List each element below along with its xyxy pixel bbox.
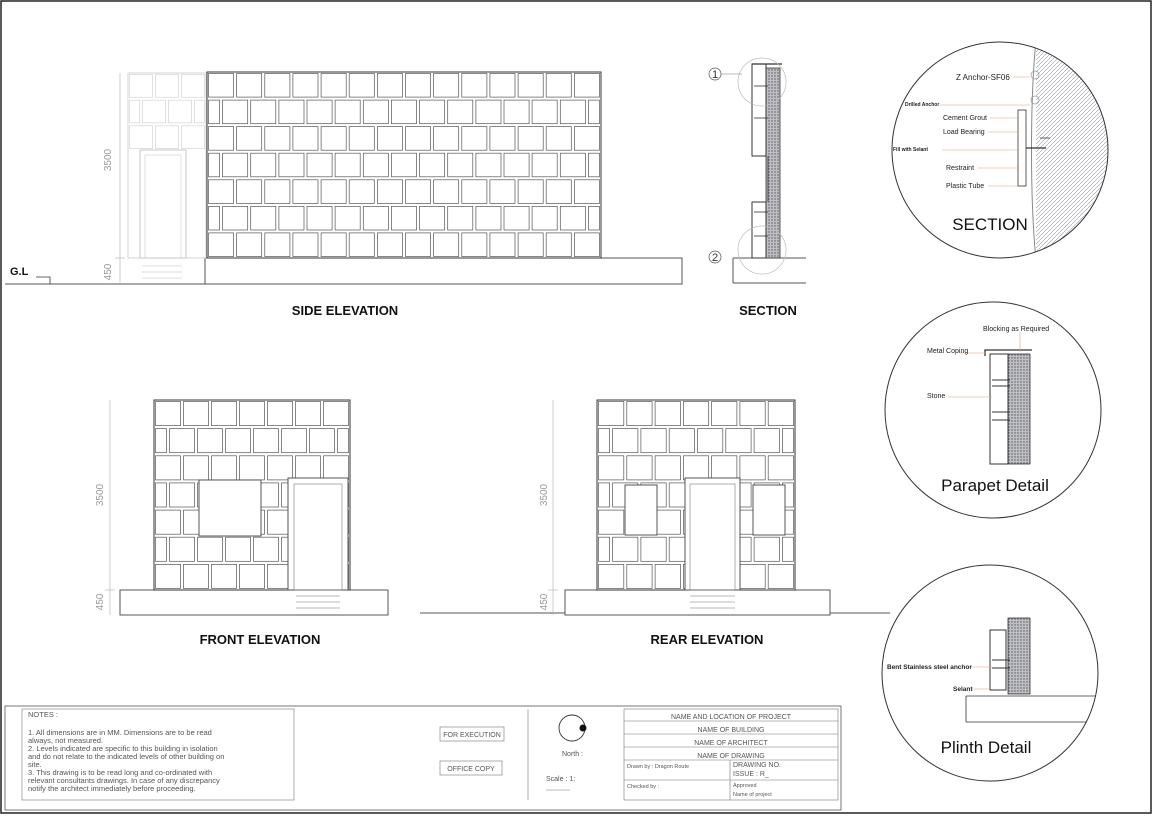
stone-tile: [254, 429, 279, 453]
stone-tile: [265, 233, 290, 257]
stone-tile: [599, 564, 624, 588]
rear-door: [685, 478, 740, 590]
stone-tile: [462, 74, 487, 98]
checked-by: Checked by :: [627, 784, 660, 790]
stone-tile: [209, 153, 220, 177]
stone-tile: [198, 429, 223, 453]
stone-tile: [130, 75, 153, 98]
stone-tile: [363, 153, 388, 177]
stone-tile: [279, 100, 304, 124]
stone-tile: [237, 74, 262, 98]
stone-tile: [462, 127, 487, 151]
stone-tile: [768, 402, 793, 426]
stone-tile: [143, 100, 166, 123]
notes-heading: NOTES :: [28, 710, 59, 719]
stone-tile: [504, 153, 529, 177]
stone-tile: [448, 206, 473, 230]
stone-tile: [307, 100, 332, 124]
stone-tile: [420, 100, 445, 124]
label-fill-selant: Fill with Selant: [893, 147, 929, 153]
stone-tile: [237, 180, 262, 204]
stone-tile: [279, 153, 304, 177]
stone-tile: [462, 233, 487, 257]
stone-tile: [574, 74, 599, 98]
stone-tile: [184, 402, 209, 426]
title-block: [5, 706, 841, 810]
stone-tile: [740, 402, 765, 426]
stone-tile: [293, 127, 318, 151]
plinth-detail: [882, 565, 1100, 781]
stone-tile: [490, 180, 515, 204]
stone-tile: [613, 429, 638, 453]
stone-tile: [335, 206, 360, 230]
stone-tile: [406, 233, 431, 257]
stone-tile: [490, 233, 515, 257]
stone-tile: [156, 510, 181, 534]
stone-tile: [209, 74, 234, 98]
stone-tile: [349, 233, 374, 257]
front-window: [199, 480, 261, 536]
stone-tile: [518, 180, 543, 204]
stone-tile: [307, 153, 332, 177]
drawing-number: DRAWING NO.: [733, 762, 781, 769]
stone-tile: [588, 206, 599, 230]
stone-tile: [209, 206, 220, 230]
stone-tile: [754, 537, 779, 561]
stone-tile: [532, 206, 557, 230]
stone-tile: [448, 153, 473, 177]
section-marker-2: 2: [711, 252, 719, 264]
stone-tile: [130, 126, 153, 149]
stone-tile: [754, 429, 779, 453]
label-load-bearing: Load Bearing: [943, 129, 985, 136]
stone-tile: [170, 429, 195, 453]
name-of-project: Name of project: [733, 792, 772, 798]
stone-tile: [655, 510, 680, 534]
stone-tile: [655, 456, 680, 480]
stone-tile: [740, 564, 765, 588]
label-stone: Stone: [927, 393, 946, 400]
stone-tile: [712, 456, 737, 480]
front-elevation: [95, 400, 388, 647]
stone-tile: [518, 233, 543, 257]
stone-tile: [574, 127, 599, 151]
parapet-detail-title: Parapet Detail: [941, 476, 1049, 495]
stone-tile: [268, 456, 293, 480]
stone-tile: [209, 127, 234, 151]
front-door: [288, 478, 348, 590]
stone-tile: [195, 100, 205, 123]
stone-tile: [599, 456, 624, 480]
stone-tile: [156, 126, 179, 149]
stone-tile: [698, 429, 723, 453]
rear-window-left: [625, 485, 657, 535]
stone-tile: [683, 402, 708, 426]
stone-tile: [265, 127, 290, 151]
stone-tile: [599, 402, 624, 426]
stone-tile: [324, 402, 349, 426]
stone-tile: [546, 74, 571, 98]
stone-tile: [226, 429, 251, 453]
label-restraint: Restraint: [946, 165, 975, 172]
stone-tile: [335, 153, 360, 177]
project-name: NAME AND LOCATION OF PROJECT: [670, 714, 792, 721]
stone-tile: [434, 233, 459, 257]
stone-tile: [641, 537, 666, 561]
stone-tile: [532, 153, 557, 177]
stone-tile: [321, 74, 346, 98]
stone-tile: [588, 100, 599, 124]
plinth-detail-title: Plinth Detail: [940, 738, 1032, 757]
issue-number: ISSUE : R_: [733, 771, 769, 778]
stone-tile: [391, 100, 416, 124]
rear-elevation-title: REAR ELEVATION: [650, 632, 764, 647]
stone-tile: [307, 206, 332, 230]
stone-tile: [627, 564, 652, 588]
side-elevation-title: SIDE ELEVATION: [291, 303, 399, 318]
stamp-label: OFFICE COPY: [447, 766, 495, 773]
stone-tile: [321, 180, 346, 204]
stone-tile: [182, 126, 205, 149]
stone-tile: [184, 564, 209, 588]
stone-tile: [641, 429, 666, 453]
stone-tile: [321, 233, 346, 257]
side-stone-cladding: [209, 74, 600, 257]
stone-tile: [599, 429, 610, 453]
stone-tile: [434, 180, 459, 204]
stone-tile: [182, 75, 205, 98]
stone-tile: [237, 127, 262, 151]
stone-tile: [448, 100, 473, 124]
section-title: SECTION: [739, 303, 797, 318]
stone-tile: [655, 402, 680, 426]
stone-tile: [130, 100, 140, 123]
stone-tile: [156, 564, 181, 588]
stone-tile: [546, 180, 571, 204]
stone-tile: [349, 74, 374, 98]
building-name: NAME OF BUILDING: [697, 727, 765, 734]
stone-tile: [599, 510, 624, 534]
stone-tile: [406, 127, 431, 151]
stone-tile: [240, 402, 265, 426]
parapet-detail: [885, 302, 1101, 518]
label-cement-grout: Cement Grout: [943, 115, 987, 122]
stone-tile: [251, 206, 276, 230]
stone-tile: [324, 456, 349, 480]
stone-tile: [223, 206, 248, 230]
stone-tile: [170, 483, 195, 507]
stamp-label: FOR EXECUTION: [443, 732, 501, 739]
rear-window-right: [753, 485, 785, 535]
wall-section: [709, 58, 806, 318]
drawn-by: Drawn by : Dragon Route: [627, 764, 690, 770]
label-plastic-tube: Plastic Tube: [946, 183, 985, 190]
label-blocking: Blocking as Required: [983, 326, 1050, 333]
stone-tile: [156, 429, 167, 453]
stone-tile: [476, 206, 501, 230]
notes-line: relevant consultants drawings. In case of any discrepancy: [28, 776, 220, 785]
stone-tile: [434, 74, 459, 98]
stone-tile: [310, 429, 335, 453]
stone-tile: [560, 153, 585, 177]
stone-tile: [321, 127, 346, 151]
stone-tile: [156, 402, 181, 426]
stone-tile: [768, 564, 793, 588]
stone-tile: [546, 127, 571, 151]
stone-tile: [240, 564, 265, 588]
stone-tile: [462, 180, 487, 204]
stone-tile: [335, 100, 360, 124]
stone-tile: [504, 100, 529, 124]
stone-tile: [251, 153, 276, 177]
section-detail-title: SECTION: [952, 215, 1028, 234]
stone-tile: [293, 233, 318, 257]
side-height-dimension: 3500: [103, 148, 114, 172]
stone-tile: [296, 402, 321, 426]
stone-tile: [518, 74, 543, 98]
label-metal-coping: Metal Coping: [927, 348, 969, 355]
stone-tile: [476, 153, 501, 177]
stone-tile: [532, 100, 557, 124]
notes-line: 2. Levels indicated are specific to this building in isolation: [28, 744, 218, 753]
rear-height-dimension: 3500: [539, 483, 550, 507]
stone-tile: [240, 456, 265, 480]
north-label: North :: [562, 751, 584, 758]
stone-tile: [518, 127, 543, 151]
stone-tile: [293, 180, 318, 204]
scale-label: Scale : 1:: [546, 776, 576, 783]
side-plinth-dimension: 450: [103, 263, 114, 281]
drawing-name: NAME OF DRAWING: [697, 753, 765, 760]
stone-tile: [434, 127, 459, 151]
stone-tile: [782, 429, 793, 453]
stone-tile: [768, 456, 793, 480]
stone-tile: [209, 100, 220, 124]
rear-plinth-dimension: 450: [539, 593, 550, 611]
side-elevation: [5, 72, 682, 318]
stone-tile: [223, 153, 248, 177]
stone-tile: [560, 206, 585, 230]
stone-tile: [198, 537, 223, 561]
notes-line: always, not measured.: [28, 736, 104, 745]
notes-line: and do not relate to the indicated levels of other building on: [28, 752, 225, 761]
stone-tile: [184, 456, 209, 480]
stone-tile: [406, 180, 431, 204]
stone-tile: [169, 100, 192, 123]
stone-tile: [279, 206, 304, 230]
stone-tile: [782, 537, 793, 561]
notes-line: site.: [28, 760, 42, 769]
approved-label: Approved: [733, 783, 757, 789]
stone-tile: [504, 206, 529, 230]
architect-name: NAME OF ARCHITECT: [694, 740, 768, 747]
stone-tile: [560, 100, 585, 124]
stone-tile: [574, 180, 599, 204]
stone-tile: [712, 402, 737, 426]
label-plinth-selant: Selant: [953, 686, 973, 693]
stone-tile: [574, 233, 599, 257]
stone-tile: [377, 180, 402, 204]
stone-tile: [599, 483, 610, 507]
stone-tile: [490, 74, 515, 98]
rear-elevation: [420, 400, 890, 647]
stone-tile: [212, 564, 237, 588]
stone-tile: [420, 153, 445, 177]
section-detail: [892, 40, 1126, 260]
stone-tile: [613, 537, 638, 561]
stone-tile: [209, 233, 234, 257]
stone-tile: [377, 233, 402, 257]
stone-tile: [156, 75, 179, 98]
stone-tile: [740, 456, 765, 480]
stone-tile: [627, 402, 652, 426]
front-plinth-dimension: 450: [95, 593, 106, 611]
stone-tile: [490, 127, 515, 151]
label-bent-anchor: Bent Stainless steel anchor: [887, 664, 972, 671]
stone-tile: [363, 100, 388, 124]
stone-tile: [349, 127, 374, 151]
stone-tile: [377, 127, 402, 151]
stone-tile: [156, 456, 181, 480]
stone-tile: [265, 74, 290, 98]
notes-line: 1. All dimensions are in MM. Dimensions are to be read: [28, 728, 212, 737]
stone-tile: [406, 74, 431, 98]
stone-tile: [268, 402, 293, 426]
notes-line: 3. This drawing is to be read long and co-ordinated with: [28, 768, 213, 777]
front-height-dimension: 3500: [95, 483, 106, 507]
stone-tile: [226, 537, 251, 561]
stone-tile: [683, 456, 708, 480]
stone-tile: [363, 206, 388, 230]
stone-tile: [377, 74, 402, 98]
stone-tile: [293, 74, 318, 98]
stone-tile: [212, 402, 237, 426]
stone-tile: [254, 537, 279, 561]
stone-tile: [170, 537, 195, 561]
stone-tile: [588, 153, 599, 177]
stone-tile: [669, 429, 694, 453]
stone-tile: [349, 180, 374, 204]
stone-tile: [420, 206, 445, 230]
stone-tile: [476, 100, 501, 124]
section-marker-1: 1: [711, 69, 719, 81]
stone-tile: [726, 429, 751, 453]
stone-tile: [599, 537, 610, 561]
front-elevation-title: FRONT ELEVATION: [199, 632, 321, 647]
stone-tile: [237, 233, 262, 257]
stone-tile: [156, 537, 167, 561]
stone-tile: [223, 100, 248, 124]
ground-level-label: G.L: [10, 266, 29, 278]
stone-tile: [546, 233, 571, 257]
stone-tile: [156, 483, 167, 507]
stone-tile: [391, 153, 416, 177]
stone-tile: [627, 456, 652, 480]
stone-tile: [209, 180, 234, 204]
label-z-anchor: Z Anchor-SF06: [956, 73, 1010, 82]
stone-tile: [251, 100, 276, 124]
stone-tile: [655, 564, 680, 588]
stone-tile: [282, 429, 307, 453]
notes-line: notify the architect immediately before proceeding.: [28, 784, 196, 793]
stone-tile: [391, 206, 416, 230]
stone-tile: [296, 456, 321, 480]
label-drilled-anchor: Drilled Anchor: [905, 102, 940, 108]
stone-tile: [338, 429, 349, 453]
stone-tile: [212, 456, 237, 480]
stone-tile: [265, 180, 290, 204]
